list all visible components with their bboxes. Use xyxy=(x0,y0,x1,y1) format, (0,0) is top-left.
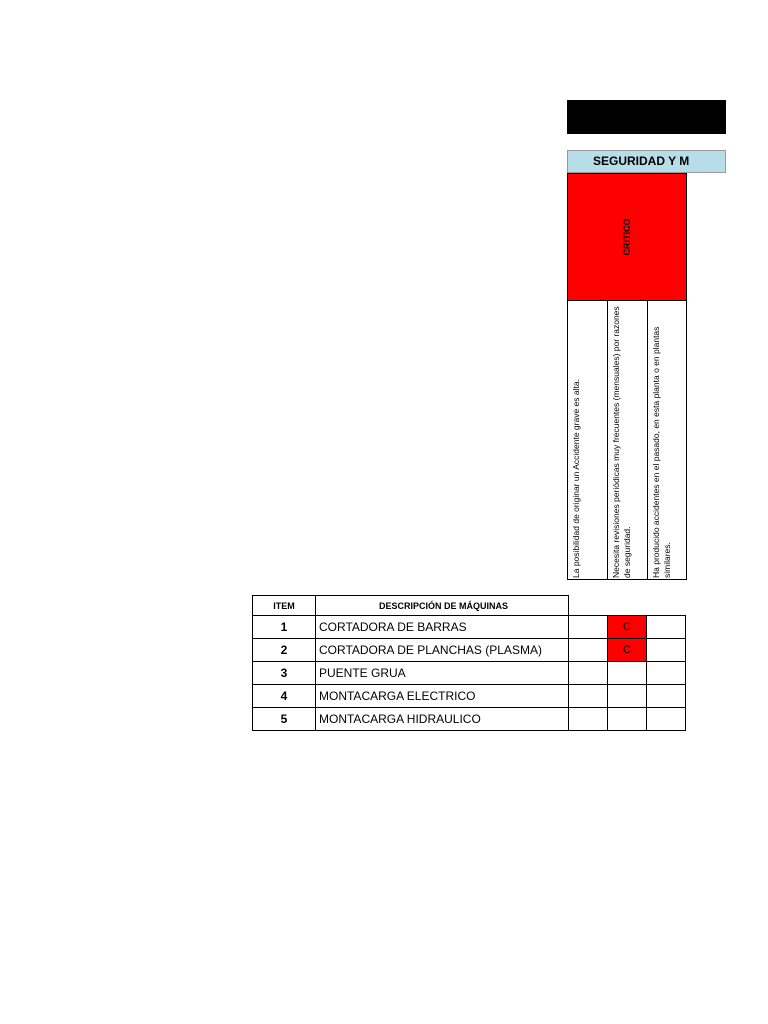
criteria-mark-cell xyxy=(608,708,647,731)
column-header-blank xyxy=(569,596,686,616)
machine-description: MONTACARGA ELECTRICO xyxy=(316,685,569,708)
machine-description: CORTADORA DE PLANCHAS (PLASMA) xyxy=(316,639,569,662)
criteria-mark-cell xyxy=(608,662,647,685)
criteria-mark-cell xyxy=(647,685,686,708)
criteria-mark-cell xyxy=(569,662,608,685)
criteria-mark-cell xyxy=(647,708,686,731)
table-header-row xyxy=(253,596,686,616)
criteria-mark-cell xyxy=(569,685,608,708)
criteria-mark-cell xyxy=(647,639,686,662)
criteria-column-3 xyxy=(647,301,687,580)
item-number: 2 xyxy=(253,639,316,662)
section-header: SEGURIDAD Y M xyxy=(567,150,726,173)
table-row xyxy=(253,708,686,731)
criteria-mark-cell xyxy=(569,639,608,662)
machine-description: CORTADORA DE BARRAS xyxy=(316,616,569,639)
criteria-mark-cell xyxy=(647,616,686,639)
item-number: 1 xyxy=(253,616,316,639)
criteria-text-2: Necesita revisiones periódicas muy frecuentes (mensuales) por razones de seguridad. xyxy=(611,306,632,578)
column-header-item: ITEM xyxy=(253,596,316,616)
column-header-description: DESCRIPCIÓN DE MÁQUINAS xyxy=(316,596,569,616)
machine-description: MONTACARGA HIDRAULICO xyxy=(316,708,569,731)
criteria-mark-cell xyxy=(647,662,686,685)
item-number: 3 xyxy=(253,662,316,685)
table-row xyxy=(253,662,686,685)
criteria-text-1: La posibilidad de originar un Accidente grave es alta. xyxy=(571,379,581,578)
table-row xyxy=(253,685,686,708)
machine-description: PUENTE GRUA xyxy=(316,662,569,685)
criteria-mark-cell xyxy=(569,708,608,731)
table-row xyxy=(253,616,686,639)
critical-header-cell xyxy=(567,173,687,301)
item-number: 4 xyxy=(253,685,316,708)
criteria-mark-cell: C xyxy=(608,616,647,639)
item-number: 5 xyxy=(253,708,316,731)
criteria-column-1 xyxy=(567,301,607,580)
criteria-bottom-border xyxy=(567,579,687,580)
criteria-mark-cell xyxy=(569,616,608,639)
criteria-mark-cell: C xyxy=(608,639,647,662)
table-row xyxy=(253,639,686,662)
critical-label: CRITICO xyxy=(622,218,632,256)
machines-table xyxy=(252,595,686,731)
criteria-column-2 xyxy=(607,301,647,580)
criteria-mark-cell xyxy=(608,685,647,708)
criteria-text-3: Ha producido accidentes en el pasado, en esta planta o en plantas similares. xyxy=(651,326,672,578)
title-bar xyxy=(567,100,726,134)
